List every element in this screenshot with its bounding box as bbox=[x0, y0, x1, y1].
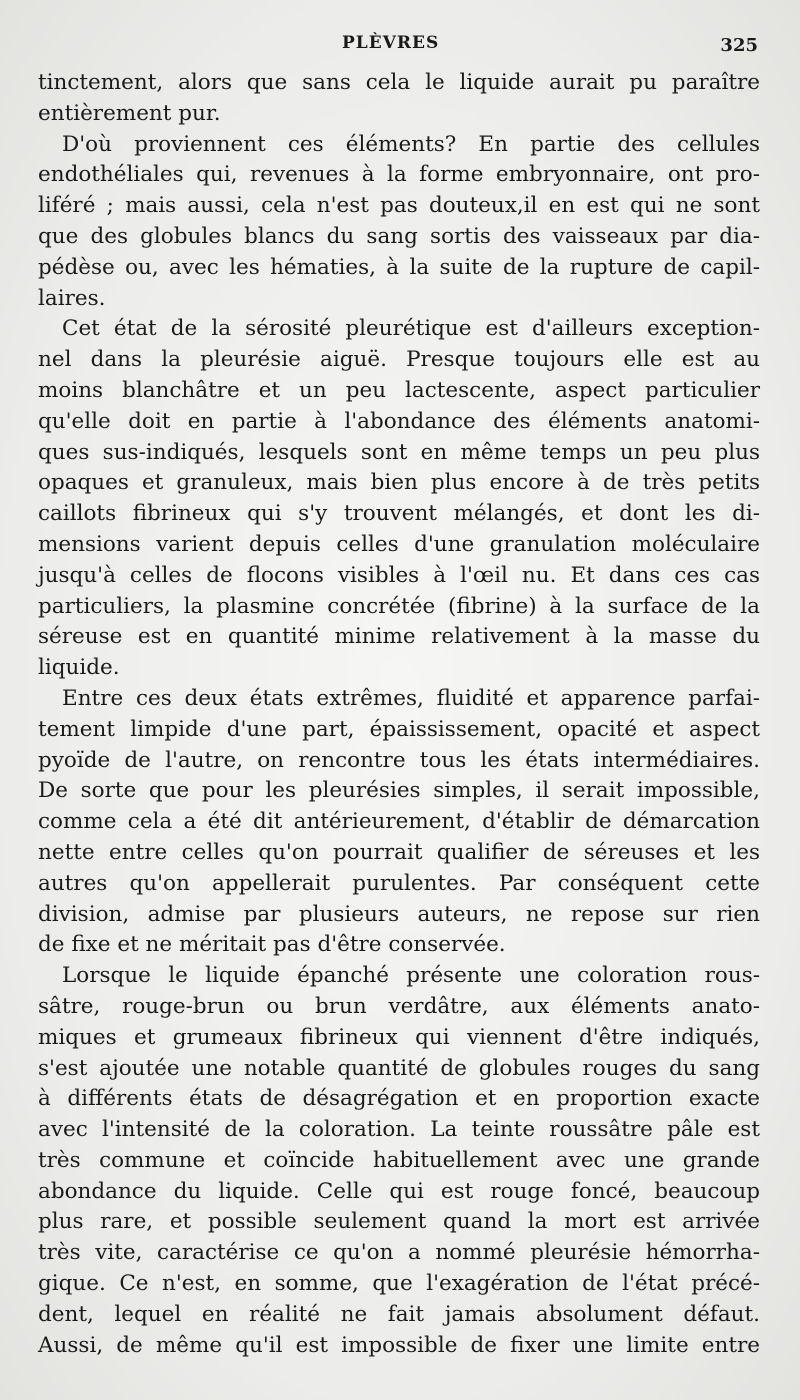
text-line: jusqu'à celles de flocons visibles à l'œil nu. Et dans ces cas bbox=[38, 562, 760, 588]
text-line: de fixe et ne méritait pas d'être conservée. bbox=[38, 932, 506, 958]
text-line: opaques et granuleux, mais bien plus encore à de très petits bbox=[38, 470, 760, 496]
text-line: liquide. bbox=[38, 655, 120, 681]
text-line: tement limpide d'une part, épaississement, opacité et aspect bbox=[38, 716, 760, 742]
text-line: endothéliales qui, revenues à la forme embryonnaire, ont pro- bbox=[38, 162, 760, 188]
body-text bbox=[38, 68, 760, 1361]
text-line: particuliers, la plasmine concrétée (fibrine) à la surface de la bbox=[38, 593, 760, 619]
text-line: que des globules blancs du sang sortis des vaisseaux par dia- bbox=[38, 223, 760, 249]
text-line: comme cela a été dit antérieurement, d'établir de démarcation bbox=[38, 809, 760, 835]
text-line: miques et grumeaux fibrineux qui viennent d'être indiqués, bbox=[38, 1024, 760, 1050]
running-title: PLÈVRES bbox=[342, 33, 440, 53]
text-line: qu'elle doit en partie à l'abondance des éléments anatomi- bbox=[38, 408, 760, 434]
text-line: très vite, caractérise ce qu'on a nommé pleurésie hémorrha- bbox=[38, 1240, 760, 1266]
text-line: Aussi, de même qu'il est impossible de fixer une limite entre bbox=[38, 1332, 760, 1358]
text-line: dent, lequel en réalité ne fait jamais absolument défaut. bbox=[38, 1301, 760, 1327]
text-line: moins blanchâtre et un peu lactescente, aspect particulier bbox=[38, 377, 760, 403]
text-line: division, admise par plusieurs auteurs, ne repose sur rien bbox=[38, 901, 760, 927]
text-line: laires. bbox=[38, 285, 106, 311]
page-number: 325 bbox=[720, 35, 758, 56]
text-line: De sorte que pour les pleurésies simples, il serait impossible, bbox=[38, 778, 760, 804]
text-line: pédèse ou, avec les hématies, à la suite de la rupture de capil- bbox=[38, 254, 760, 280]
text-line: tinctement, alors que sans cela le liquide aurait pu paraître bbox=[38, 70, 760, 95]
text-line: liféré ; mais aussi, cela n'est pas douteux,il en est qui ne sont bbox=[38, 193, 760, 219]
text-line: mensions varient depuis celles d'une granulation moléculaire bbox=[38, 531, 760, 557]
text-line: sâtre, rouge-brun ou brun verdâtre, aux éléments anato- bbox=[38, 993, 760, 1019]
text-line: entièrement pur. bbox=[38, 100, 221, 126]
running-head bbox=[0, 33, 800, 59]
text-line: abondance du liquide. Celle qui est rouge foncé, beaucoup bbox=[38, 1178, 760, 1204]
text-line: ques sus-indiqués, lesquels sont en même temps un peu plus bbox=[38, 439, 760, 465]
text-line: gique. Ce n'est, en somme, que l'exagération de l'état précé- bbox=[38, 1271, 760, 1297]
text-line: à différents états de désagrégation et en proportion exacte bbox=[38, 1086, 760, 1112]
text-line: nel dans la pleurésie aiguë. Presque toujours elle est au bbox=[38, 347, 760, 373]
text-line: caillots fibrineux qui s'y trouvent mélangés, et dont les di- bbox=[38, 501, 760, 527]
text-line: Cet état de la sérosité pleurétique est d'ailleurs exception- bbox=[62, 316, 760, 342]
text-line: plus rare, et possible seulement quand la mort est arrivée bbox=[38, 1209, 760, 1235]
text-line: Entre ces deux états extrêmes, fluidité et apparence parfai- bbox=[62, 685, 760, 711]
text-line: séreuse est en quantité minime relativement à la masse du bbox=[38, 624, 760, 650]
text-line: avec l'intensité de la coloration. La teinte roussâtre pâle est bbox=[38, 1117, 760, 1143]
text-line: D'où proviennent ces éléments? En partie des cellules bbox=[62, 131, 760, 157]
text-line: s'est ajoutée une notable quantité de globules rouges du sang bbox=[38, 1055, 760, 1081]
text-line: très commune et coïncide habituellement avec une grande bbox=[38, 1147, 760, 1173]
text-line: pyoïde de l'autre, on rencontre tous les états intermédiaires. bbox=[38, 747, 760, 773]
text-line: Lorsque le liquide épanché présente une coloration rous- bbox=[62, 963, 760, 989]
text-line: nette entre celles qu'on pourrait qualifier de séreuses et les bbox=[38, 839, 760, 865]
text-line: autres qu'on appellerait purulentes. Par conséquent cette bbox=[38, 870, 760, 896]
